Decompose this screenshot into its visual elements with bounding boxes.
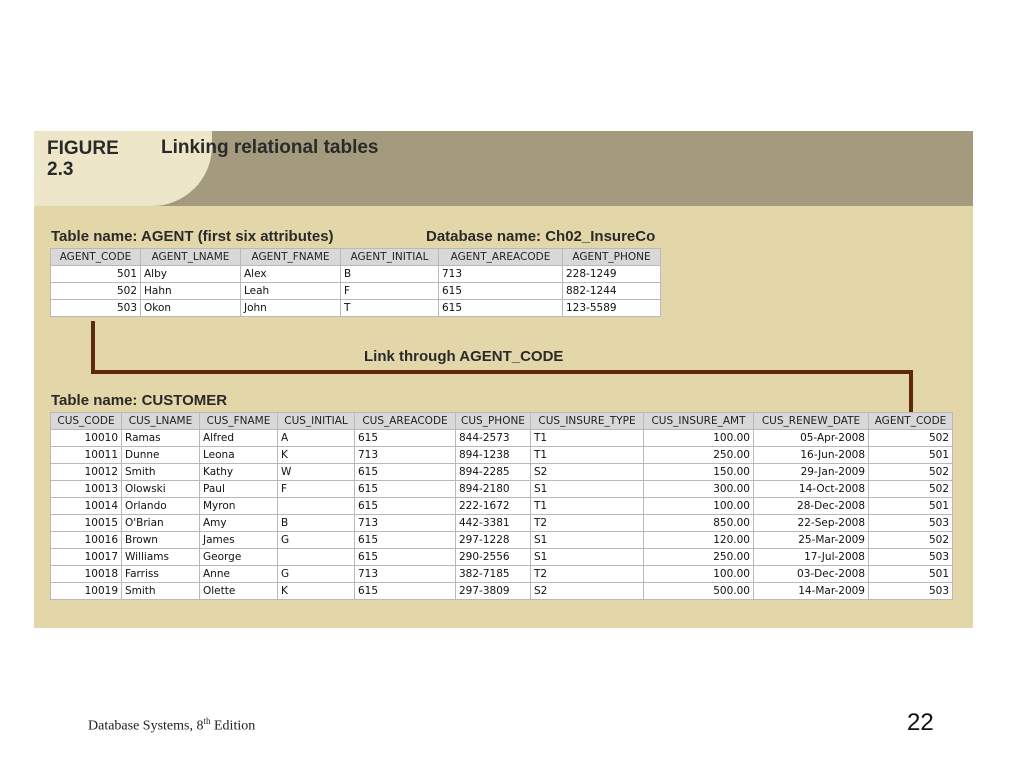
customer-cell: 250.00: [644, 447, 754, 464]
customer-cell: 10019: [51, 583, 122, 600]
customer-cell: S2: [531, 583, 644, 600]
customer-column-header: CUS_PHONE: [456, 413, 531, 430]
customer-cell: 501: [869, 498, 953, 515]
link-line-horizontal: [91, 370, 913, 374]
agent-cell: 228-1249: [563, 266, 661, 283]
figure-title: Linking relational tables: [161, 137, 379, 158]
customer-cell: T1: [531, 498, 644, 515]
customer-cell: Orlando: [122, 498, 200, 515]
customer-cell: 844-2573: [456, 430, 531, 447]
customer-cell: 297-1228: [456, 532, 531, 549]
customer-cell: 10011: [51, 447, 122, 464]
customer-cell: B: [278, 515, 355, 532]
agent-cell: 882-1244: [563, 283, 661, 300]
agent-cell: 713: [439, 266, 563, 283]
customer-cell: F: [278, 481, 355, 498]
customer-table-body: [51, 430, 953, 600]
agent-cell: F: [341, 283, 439, 300]
customer-cell: 615: [355, 481, 456, 498]
customer-cell: T1: [531, 447, 644, 464]
customer-cell: 850.00: [644, 515, 754, 532]
customer-cell: Amy: [200, 515, 278, 532]
customer-cell: 615: [355, 498, 456, 515]
customer-row: [51, 583, 953, 600]
customer-cell: T1: [531, 430, 644, 447]
customer-cell: Olette: [200, 583, 278, 600]
link-line-left: [91, 321, 95, 373]
figure-label-word: FIGURE: [47, 138, 119, 159]
footer-edition-superscript: th: [203, 716, 211, 726]
customer-cell: K: [278, 447, 355, 464]
customer-cell: Leona: [200, 447, 278, 464]
customer-row: [51, 430, 953, 447]
customer-row: [51, 532, 953, 549]
customer-cell: 503: [869, 549, 953, 566]
customer-cell: [278, 498, 355, 515]
customer-cell: 615: [355, 549, 456, 566]
customer-table: [50, 412, 953, 600]
customer-cell: 442-3381: [456, 515, 531, 532]
customer-cell: 16-Jun-2008: [754, 447, 869, 464]
agent-row: [51, 266, 661, 283]
customer-cell: 500.00: [644, 583, 754, 600]
customer-cell: Williams: [122, 549, 200, 566]
customer-cell: Smith: [122, 464, 200, 481]
customer-cell: O'Brian: [122, 515, 200, 532]
customer-cell: Anne: [200, 566, 278, 583]
footer-book-title: Database Systems, 8: [88, 718, 204, 734]
customer-column-header: CUS_FNAME: [200, 413, 278, 430]
agent-column-header: AGENT_PHONE: [563, 249, 661, 266]
customer-cell: 28-Dec-2008: [754, 498, 869, 515]
agent-cell: Alby: [141, 266, 241, 283]
customer-cell: 615: [355, 430, 456, 447]
customer-cell: 501: [869, 566, 953, 583]
agent-table-header-row: [51, 249, 661, 266]
customer-cell: 615: [355, 583, 456, 600]
agent-cell: 503: [51, 300, 141, 317]
customer-cell: Farriss: [122, 566, 200, 583]
customer-cell: 03-Dec-2008: [754, 566, 869, 583]
customer-table-caption: Table name: CUSTOMER: [51, 392, 228, 409]
customer-cell: 501: [869, 447, 953, 464]
agent-cell: 502: [51, 283, 141, 300]
customer-cell: George: [200, 549, 278, 566]
customer-cell: 502: [869, 430, 953, 447]
customer-row: [51, 464, 953, 481]
agent-cell: Hahn: [141, 283, 241, 300]
agent-table: [50, 248, 661, 317]
agent-table-body: [51, 266, 661, 317]
customer-cell: 713: [355, 515, 456, 532]
agent-cell: John: [241, 300, 341, 317]
customer-cell: Smith: [122, 583, 200, 600]
customer-cell: 10016: [51, 532, 122, 549]
agent-column-header: AGENT_AREACODE: [439, 249, 563, 266]
customer-row: [51, 498, 953, 515]
customer-column-header: CUS_AREACODE: [355, 413, 456, 430]
customer-cell: 615: [355, 532, 456, 549]
footer-edition-suffix: Edition: [210, 718, 256, 734]
customer-cell: 300.00: [644, 481, 754, 498]
agent-column-header: AGENT_CODE: [51, 249, 141, 266]
figure-label: [47, 138, 119, 180]
customer-cell: 17-Jul-2008: [754, 549, 869, 566]
link-label: Link through AGENT_CODE: [364, 348, 564, 365]
page-number: 22: [907, 709, 934, 736]
customer-cell: Myron: [200, 498, 278, 515]
customer-cell: Ramas: [122, 430, 200, 447]
agent-cell: Leah: [241, 283, 341, 300]
agent-cell: 615: [439, 300, 563, 317]
database-name-label: Database name: Ch02_InsureCo: [426, 228, 656, 245]
customer-column-header: CUS_RENEW_DATE: [754, 413, 869, 430]
customer-cell: 10012: [51, 464, 122, 481]
customer-cell: 222-1672: [456, 498, 531, 515]
customer-cell: 10014: [51, 498, 122, 515]
customer-cell: 10010: [51, 430, 122, 447]
customer-cell: 05-Apr-2008: [754, 430, 869, 447]
customer-cell: Olowski: [122, 481, 200, 498]
customer-cell: 10017: [51, 549, 122, 566]
customer-column-header: CUS_INSURE_AMT: [644, 413, 754, 430]
customer-cell: 713: [355, 566, 456, 583]
customer-cell: G: [278, 566, 355, 583]
customer-cell: 10013: [51, 481, 122, 498]
customer-cell: 894-1238: [456, 447, 531, 464]
customer-cell: A: [278, 430, 355, 447]
customer-cell: 120.00: [644, 532, 754, 549]
figure-number: 2.3: [47, 159, 74, 180]
customer-cell: 382-7185: [456, 566, 531, 583]
customer-column-header: CUS_INSURE_TYPE: [531, 413, 644, 430]
customer-column-header: CUS_LNAME: [122, 413, 200, 430]
agent-column-header: AGENT_FNAME: [241, 249, 341, 266]
customer-cell: S1: [531, 481, 644, 498]
customer-cell: W: [278, 464, 355, 481]
customer-table-header-row: [51, 413, 953, 430]
customer-row: [51, 515, 953, 532]
link-line-right: [909, 370, 913, 413]
customer-cell: 10015: [51, 515, 122, 532]
customer-cell: 14-Mar-2009: [754, 583, 869, 600]
customer-cell: 25-Mar-2009: [754, 532, 869, 549]
customer-cell: S1: [531, 549, 644, 566]
customer-row: [51, 481, 953, 498]
agent-cell: 615: [439, 283, 563, 300]
agent-cell: Alex: [241, 266, 341, 283]
agent-row: [51, 283, 661, 300]
customer-cell: 615: [355, 464, 456, 481]
customer-cell: 297-3809: [456, 583, 531, 600]
customer-cell: 29-Jan-2009: [754, 464, 869, 481]
customer-cell: [278, 549, 355, 566]
customer-cell: 503: [869, 515, 953, 532]
customer-cell: 503: [869, 583, 953, 600]
customer-column-header: CUS_CODE: [51, 413, 122, 430]
customer-cell: S1: [531, 532, 644, 549]
customer-cell: 894-2180: [456, 481, 531, 498]
customer-row: [51, 447, 953, 464]
customer-cell: 150.00: [644, 464, 754, 481]
customer-cell: 100.00: [644, 430, 754, 447]
customer-cell: 502: [869, 464, 953, 481]
customer-cell: Alfred: [200, 430, 278, 447]
agent-cell: T: [341, 300, 439, 317]
customer-cell: 502: [869, 532, 953, 549]
customer-cell: T2: [531, 566, 644, 583]
customer-cell: 100.00: [644, 566, 754, 583]
customer-cell: 290-2556: [456, 549, 531, 566]
customer-cell: 22-Sep-2008: [754, 515, 869, 532]
customer-cell: James: [200, 532, 278, 549]
agent-cell: 123-5589: [563, 300, 661, 317]
customer-cell: 894-2285: [456, 464, 531, 481]
agent-cell: B: [341, 266, 439, 283]
customer-cell: S2: [531, 464, 644, 481]
agent-row: [51, 300, 661, 317]
agent-column-header: AGENT_LNAME: [141, 249, 241, 266]
customer-row: [51, 549, 953, 566]
agent-cell: 501: [51, 266, 141, 283]
footer-text: [88, 716, 255, 735]
customer-cell: 502: [869, 481, 953, 498]
customer-cell: T2: [531, 515, 644, 532]
agent-column-header: AGENT_INITIAL: [341, 249, 439, 266]
customer-cell: Dunne: [122, 447, 200, 464]
customer-column-header: CUS_INITIAL: [278, 413, 355, 430]
customer-cell: Brown: [122, 532, 200, 549]
customer-cell: 100.00: [644, 498, 754, 515]
customer-cell: Paul: [200, 481, 278, 498]
figure-panel: [34, 131, 973, 628]
customer-cell: 713: [355, 447, 456, 464]
customer-row: [51, 566, 953, 583]
customer-cell: Kathy: [200, 464, 278, 481]
customer-cell: 10018: [51, 566, 122, 583]
customer-cell: 14-Oct-2008: [754, 481, 869, 498]
customer-cell: G: [278, 532, 355, 549]
customer-cell: K: [278, 583, 355, 600]
agent-cell: Okon: [141, 300, 241, 317]
customer-cell: 250.00: [644, 549, 754, 566]
agent-table-caption: Table name: AGENT (first six attributes): [51, 228, 334, 245]
customer-column-header: AGENT_CODE: [869, 413, 953, 430]
